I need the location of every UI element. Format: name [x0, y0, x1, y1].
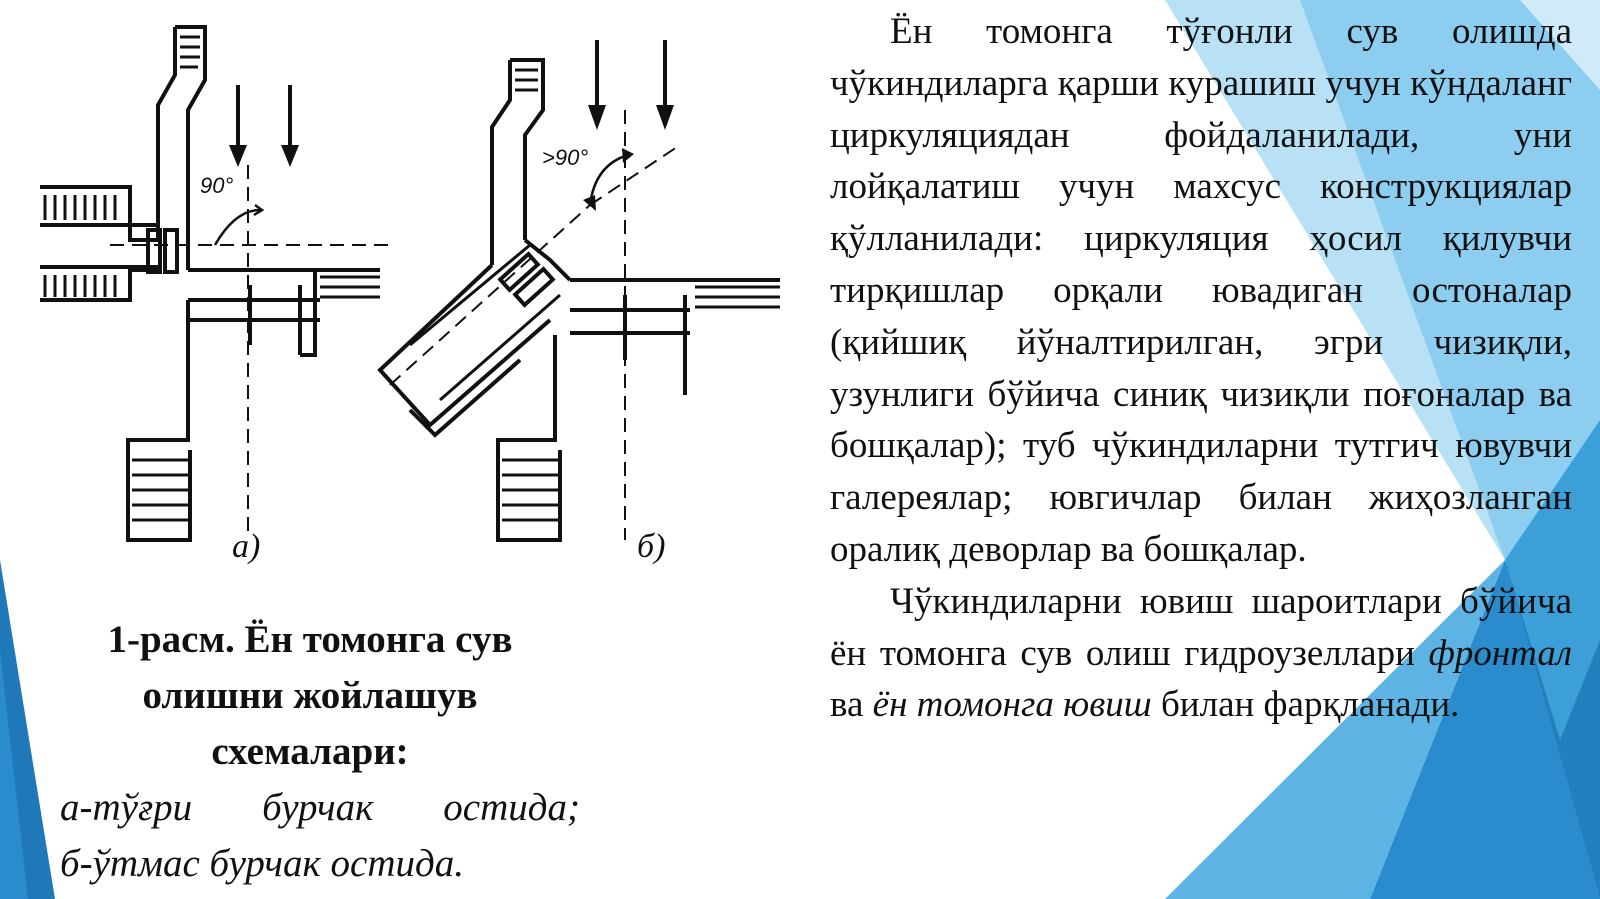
scheme-b — [380, 40, 780, 540]
caption-title: 1-расм. Ён томонга сув олишни жойлашув схемалари: — [107, 618, 513, 773]
paragraph-2-text: Чўкиндиларни ювиш шароитлари бўйича ён томонга сув олиш гидроузеллари — [830, 580, 1572, 674]
angle-a-label: 90° — [200, 173, 234, 198]
figure-label-a: а) — [232, 528, 261, 565]
figure-caption — [40, 612, 580, 892]
caption-item-a: а-тўғри бурчак остида; — [60, 786, 580, 829]
paragraph-2-text-mid: ва — [830, 684, 873, 726]
caption-item-b: б-ўтмас бурчак остида. — [60, 842, 464, 885]
scheme-a — [40, 27, 390, 540]
paragraph-2 — [830, 576, 1572, 731]
paragraph-2-text-end: билан фарқланади. — [1151, 684, 1460, 726]
angle-b-label: >90° — [542, 145, 589, 170]
intake-layout-figure — [30, 15, 810, 590]
paragraph-2-emphasis-side: ён томонга ювиш — [872, 684, 1152, 726]
figure-label-b: б) — [637, 528, 666, 565]
body-text — [830, 6, 1572, 731]
paragraph-1: Ён томонга тўғонли сув олишда чўкиндиларга қарши курашиш учун кўндаланг циркуляциядан фойдаланилади, уни лойқалатиш учун махсус конструкциялар қўлланилади: циркуляция ҳосил қилувчи тирқишлар орқали ювадиган остоналар (қийшиқ йўналтирилган, эгри чизиқли, узунлиги бўйича синиқ чизиқли поғоналар ва бошқалар); туб чўкиндиларни тутгич ювувчи галереялар; ювгичлар билан жиҳозланган оралиқ деворлар ва бошқалар. — [830, 11, 1572, 570]
paragraph-2-emphasis-frontal: фронтал — [1428, 632, 1572, 674]
